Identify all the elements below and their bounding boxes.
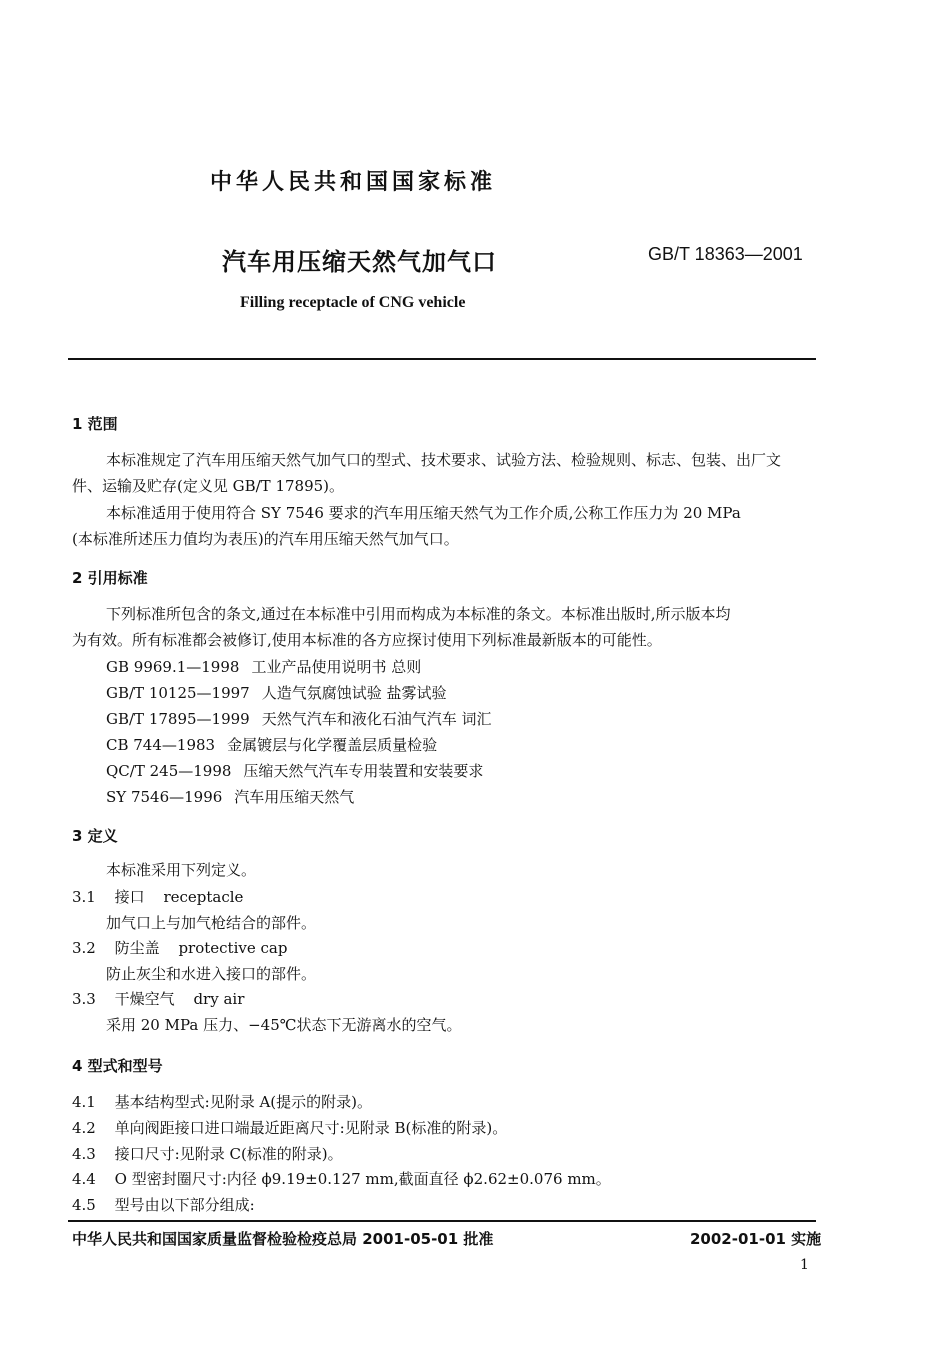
clause-item [72,1089,372,1115]
definition-description: 加气口上与加气枪结合的部件。 [106,914,317,932]
section-3-intro: 本标准采用下列定义。 [106,861,257,879]
implementation-date: 2002-01-01 实施 [690,1230,822,1248]
reference-code: GB/T 10125—1997 [106,684,250,702]
section-2-paragraph-line-1: 下列标准所包含的条文,通过在本标准中引用而构成为本标准的条文。本标准出版时,所示版本均 [106,605,731,623]
clause-text: O 型密封圈尺寸:内径 ϕ9.19±0.127 mm,截面直径 ϕ2.62±0.076 mm。 [114,1170,611,1188]
section-2-heading: 2 引用标准 [72,569,148,587]
definition-number: 3.1 [72,888,96,906]
section-3-heading: 3 定义 [72,827,118,845]
clause-number: 4.3 [72,1145,96,1163]
clause-item [72,1141,343,1167]
reference-name: 工业产品使用说明书 总则 [251,658,422,676]
section-1-paragraph-2-line-1: 本标准适用于使用符合 SY 7546 要求的汽车用压缩天然气为工作介质,公称工作压力为 20 MPa [106,504,741,522]
definition-term: 防尘盖 [114,939,160,957]
clause-item [72,1115,507,1141]
page-number: 1 [800,1257,809,1273]
section-4-heading: 4 型式和型号 [72,1057,163,1075]
header-divider [68,358,816,360]
clause-number: 4.5 [72,1196,96,1214]
section-1-paragraph-2-line-2: (本标准所述压力值均为表压)的汽车用压缩天然气加气口。 [72,530,459,548]
definition-term-line [72,935,287,961]
document-title-cn: 汽车用压缩天然气加气口 [222,248,497,276]
standard-type-heading: 中华人民共和国国家标准 [210,170,497,195]
reference-code: GB 9969.1—1998 [106,658,240,676]
document-title-en: Filling receptacle of CNG vehicle [240,294,466,311]
reference-name: 人造气氛腐蚀试验 盐雾试验 [261,684,447,702]
section-2-paragraph-line-2: 为有效。所有标准都会被修订,使用本标准的各方应探讨使用下列标准最新版本的可能性。 [72,631,662,649]
section-1-paragraph-1-line-2: 件、运输及贮存(定义见 GB/T 17895)。 [72,477,345,495]
clause-text: 基本结构型式:见附录 A(提示的附录)。 [114,1093,373,1111]
reference-name: 天然气汽车和液化石油气汽车 词汇 [261,710,492,728]
definition-number: 3.2 [72,939,96,957]
definition-term-line [72,884,243,910]
section-1-heading: 1 范围 [72,415,118,433]
footer-divider [68,1220,816,1222]
reference-name: 金属镀层与化学覆盖层质量检验 [227,736,438,754]
clause-text: 型号由以下部分组成: [114,1196,255,1214]
reference-item [106,708,492,729]
clause-number: 4.4 [72,1170,96,1188]
definition-description: 采用 20 MPa 压力、−45℃状态下无游离水的空气。 [106,1016,462,1034]
definition-term: 接口 [114,888,145,906]
definition-term-en: protective cap [178,939,288,957]
reference-name: 汽车用压缩天然气 [234,788,355,806]
definition-term: 干燥空气 [114,990,175,1008]
definition-term-en: dry air [193,990,245,1008]
clause-text: 单向阀距接口进口端最近距离尺寸:见附录 B(标准的附录)。 [114,1119,508,1137]
clause-item [72,1166,611,1192]
definition-number: 3.3 [72,990,96,1008]
definition-term-line [72,986,244,1012]
reference-item [106,734,437,755]
reference-item [106,682,447,703]
section-1-paragraph-1-line-1: 本标准规定了汽车用压缩天然气加气口的型式、技术要求、试验方法、检验规则、标志、包装、出厂文 [106,451,782,469]
reference-code: CB 744—1983 [106,736,216,754]
definition-description: 防止灰尘和水进入接口的部件。 [106,965,317,983]
reference-item [106,786,354,807]
clause-number: 4.2 [72,1119,96,1137]
reference-code: SY 7546—1996 [106,788,223,806]
standard-code: GB/T 18363—2001 [648,244,803,264]
approval-statement: 中华人民共和国国家质量监督检验检疫总局 2001-05-01 批准 [72,1230,494,1248]
definition-term-en: receptacle [163,888,244,906]
clause-item [72,1192,255,1218]
clause-number: 4.1 [72,1093,96,1111]
reference-item [106,760,483,781]
reference-code: GB/T 17895—1999 [106,710,250,728]
clause-text: 接口尺寸:见附录 C(标准的附录)。 [114,1145,343,1163]
reference-item [106,656,421,677]
reference-name: 压缩天然气汽车专用装置和安装要求 [243,762,484,780]
reference-code: QC/T 245—1998 [106,762,232,780]
